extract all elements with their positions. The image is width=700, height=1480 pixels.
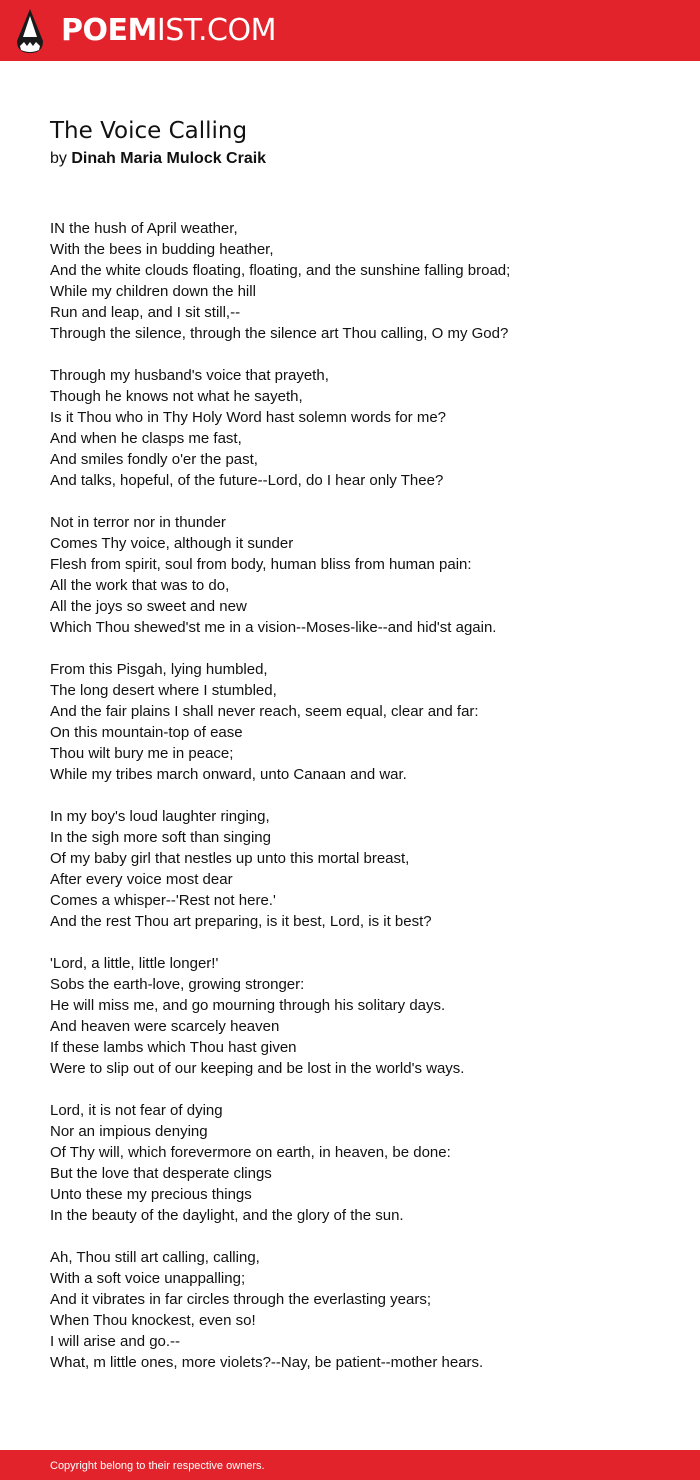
poem-stanza (50, 512, 670, 638)
poem-title: The Voice Calling (50, 118, 248, 144)
poem-line: Thou wilt bury me in peace; (50, 745, 234, 762)
poem-line: Flesh from spirit, soul from body, human bliss from human pain: (50, 556, 472, 573)
poem-line: Through the silence, through the silence art Thou calling, O my God? (50, 325, 509, 342)
poem-line: Though he knows not what he sayeth, (50, 388, 303, 405)
poem-line: On this mountain-top of ease (50, 724, 243, 741)
site-header (0, 0, 700, 61)
poem-line: Sobs the earth-love, growing stronger: (50, 976, 305, 993)
poem-line: Unto these my precious things (50, 1186, 252, 1203)
poem-line: Comes a whisper--'Rest not here.' (50, 892, 276, 909)
poem-line: If these lambs which Thou hast given (50, 1039, 297, 1056)
poem-line: Comes Thy voice, although it sunder (50, 535, 294, 552)
poem-line: I will arise and go.-- (50, 1333, 181, 1350)
site-logo-text (61, 9, 276, 53)
poem-stanza (50, 806, 670, 932)
poem-line: Which Thou shewed'st me in a vision--Moses-like--and hid'st again. (50, 619, 497, 636)
poem-body (50, 218, 670, 1394)
poem-line: And the rest Thou art preparing, is it best, Lord, is it best? (50, 913, 432, 930)
poem-stanza (50, 218, 670, 344)
logo-light-text: IST.COM (156, 13, 276, 48)
poem-line: Run and leap, and I sit still,-- (50, 304, 241, 321)
byline-prefix: by (50, 150, 67, 167)
copyright-text: Copyright belong to their respective owners. (50, 1460, 265, 1472)
poem-stanza (50, 953, 670, 1079)
poem-line: All the joys so sweet and new (50, 598, 247, 615)
poem-line: All the work that was to do, (50, 577, 230, 594)
poem-line: While my children down the hill (50, 283, 256, 300)
poem-stanza (50, 1100, 670, 1226)
poem-line: And smiles fondly o'er the past, (50, 451, 258, 468)
poem-line: In the beauty of the daylight, and the glory of the sun. (50, 1207, 404, 1224)
poem-line: And it vibrates in far circles through the everlasting years; (50, 1291, 432, 1308)
poem-line: Were to slip out of our keeping and be lost in the world's ways. (50, 1060, 465, 1077)
byline (50, 148, 266, 170)
poem-line: With a soft voice unappalling; (50, 1270, 246, 1287)
poem-line: Lord, it is not fear of dying (50, 1102, 223, 1119)
poem-line: Through my husband's voice that prayeth, (50, 367, 329, 384)
poem-line: Nor an impious denying (50, 1123, 208, 1140)
poem-line: And talks, hopeful, of the future--Lord, do I hear only Thee? (50, 472, 444, 489)
poem-line: 'Lord, a little, little longer!' (50, 955, 219, 972)
poem-line: The long desert where I stumbled, (50, 682, 277, 699)
poem-author: Dinah Maria Mulock Craik (71, 150, 267, 167)
logo-bold-text: POEM (61, 13, 157, 48)
poem-line: What, m little ones, more violets?--Nay, be patient--mother hears. (50, 1354, 484, 1371)
poem-line: From this Pisgah, lying humbled, (50, 661, 268, 678)
poem-line: Not in terror nor in thunder (50, 514, 226, 531)
poem-stanza (50, 659, 670, 785)
poem-line: Ah, Thou still art calling, calling, (50, 1249, 260, 1266)
poem-line: In the sigh more soft than singing (50, 829, 271, 846)
poem-line: Is it Thou who in Thy Holy Word hast solemn words for me? (50, 409, 446, 426)
poem-line: After every voice most dear (50, 871, 233, 888)
poem-line: When Thou knockest, even so! (50, 1312, 256, 1329)
poem-line: And the white clouds floating, floating, and the sunshine falling broad; (50, 262, 511, 279)
poem-line: While my tribes march onward, unto Canaan and war. (50, 766, 407, 783)
poem-stanza (50, 1247, 670, 1373)
site-logo[interactable] (17, 9, 276, 53)
poem-line: But the love that desperate clings (50, 1165, 272, 1182)
pencil-icon (17, 9, 43, 53)
poem-line: In my boy's loud laughter ringing, (50, 808, 270, 825)
poem-line: Of my baby girl that nestles up unto this mortal breast, (50, 850, 410, 867)
poem-line: And heaven were scarcely heaven (50, 1018, 280, 1035)
poem-line: And the fair plains I shall never reach, seem equal, clear and far: (50, 703, 479, 720)
poem-line: And when he clasps me fast, (50, 430, 242, 447)
poem-line: With the bees in budding heather, (50, 241, 274, 258)
poem-line: Of Thy will, which forevermore on earth, in heaven, be done: (50, 1144, 451, 1161)
poem-line: He will miss me, and go mourning through his solitary days. (50, 997, 446, 1014)
poem-stanza (50, 365, 670, 491)
site-footer (0, 1450, 700, 1480)
poem-line: IN the hush of April weather, (50, 220, 238, 237)
